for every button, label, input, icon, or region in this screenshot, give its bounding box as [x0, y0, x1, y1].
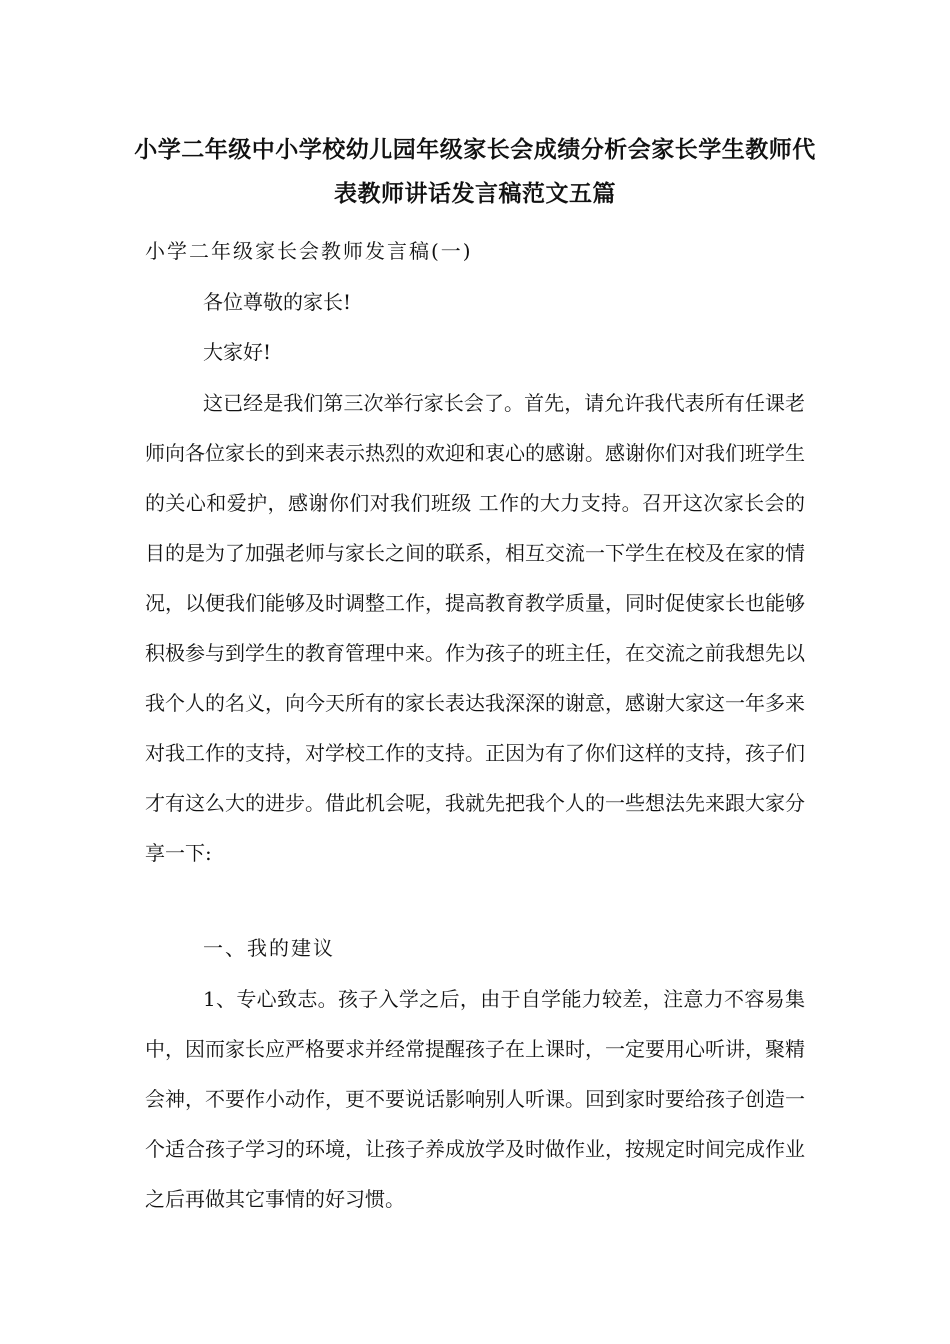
speech-subtitle: 小学二年级家长会教师发言稿(一) — [145, 239, 473, 263]
greeting-salutation: 各位尊敬的家长! — [203, 290, 352, 314]
paragraph-suggestion-1-text: 1、专心致志。孩子入学之后，由于自学能力较差，注意力不容易集中，因而家长应严格要求并经常提醒孩子在上课时，一定要用心听讲，聚精会神，不要作小动作，更不要说话影响别人听课。回到家时要给孩子创造一个适合孩子学习的环境，让孩子养成放学及时做作业，按规定时间完成作业之后再做其它事情的好习惯。 — [145, 987, 805, 1211]
section-heading: 一、我的建议 — [203, 936, 335, 960]
paragraph-introduction — [145, 378, 805, 878]
paragraph-introduction-text: 这已经是我们第三次举行家长会了。首先，请允许我代表所有任课老师向各位家长的到来表示热烈的欢迎和衷心的感谢。感谢你们对我们班学生的关心和爱护，感谢你们对我们班级 工作的大力支持。召开这次家长会的目的是为了加强老师与家长之间的联系，相互交流一下学生在校及在家的情况，以便我们能够及时调整工作，提高教育教学质量，同时促使家长也能够积极参与到学生的教育管理中来。作为孩子的班主任，在交流之前我想先以我个人的名义，向今天所有的家长表达我深深的谢意，感谢大家这一年多来对我工作的支持，对学校工作的支持。正因为有了你们这样的支持，孩子们才有这么大的进步。借此机会呢，我就先把我个人的一些想法先来跟大家分享一下: — [145, 391, 805, 865]
document-title — [120, 128, 830, 216]
greeting-hello: 大家好! — [203, 340, 272, 364]
paragraph-suggestion-1 — [145, 974, 805, 1224]
title-line-2: 表教师讲话发言稿范文五篇 — [334, 181, 616, 207]
title-line-1: 小学二年级中小学校幼儿园年级家长会成绩分析会家长学生教师代 — [134, 137, 816, 163]
